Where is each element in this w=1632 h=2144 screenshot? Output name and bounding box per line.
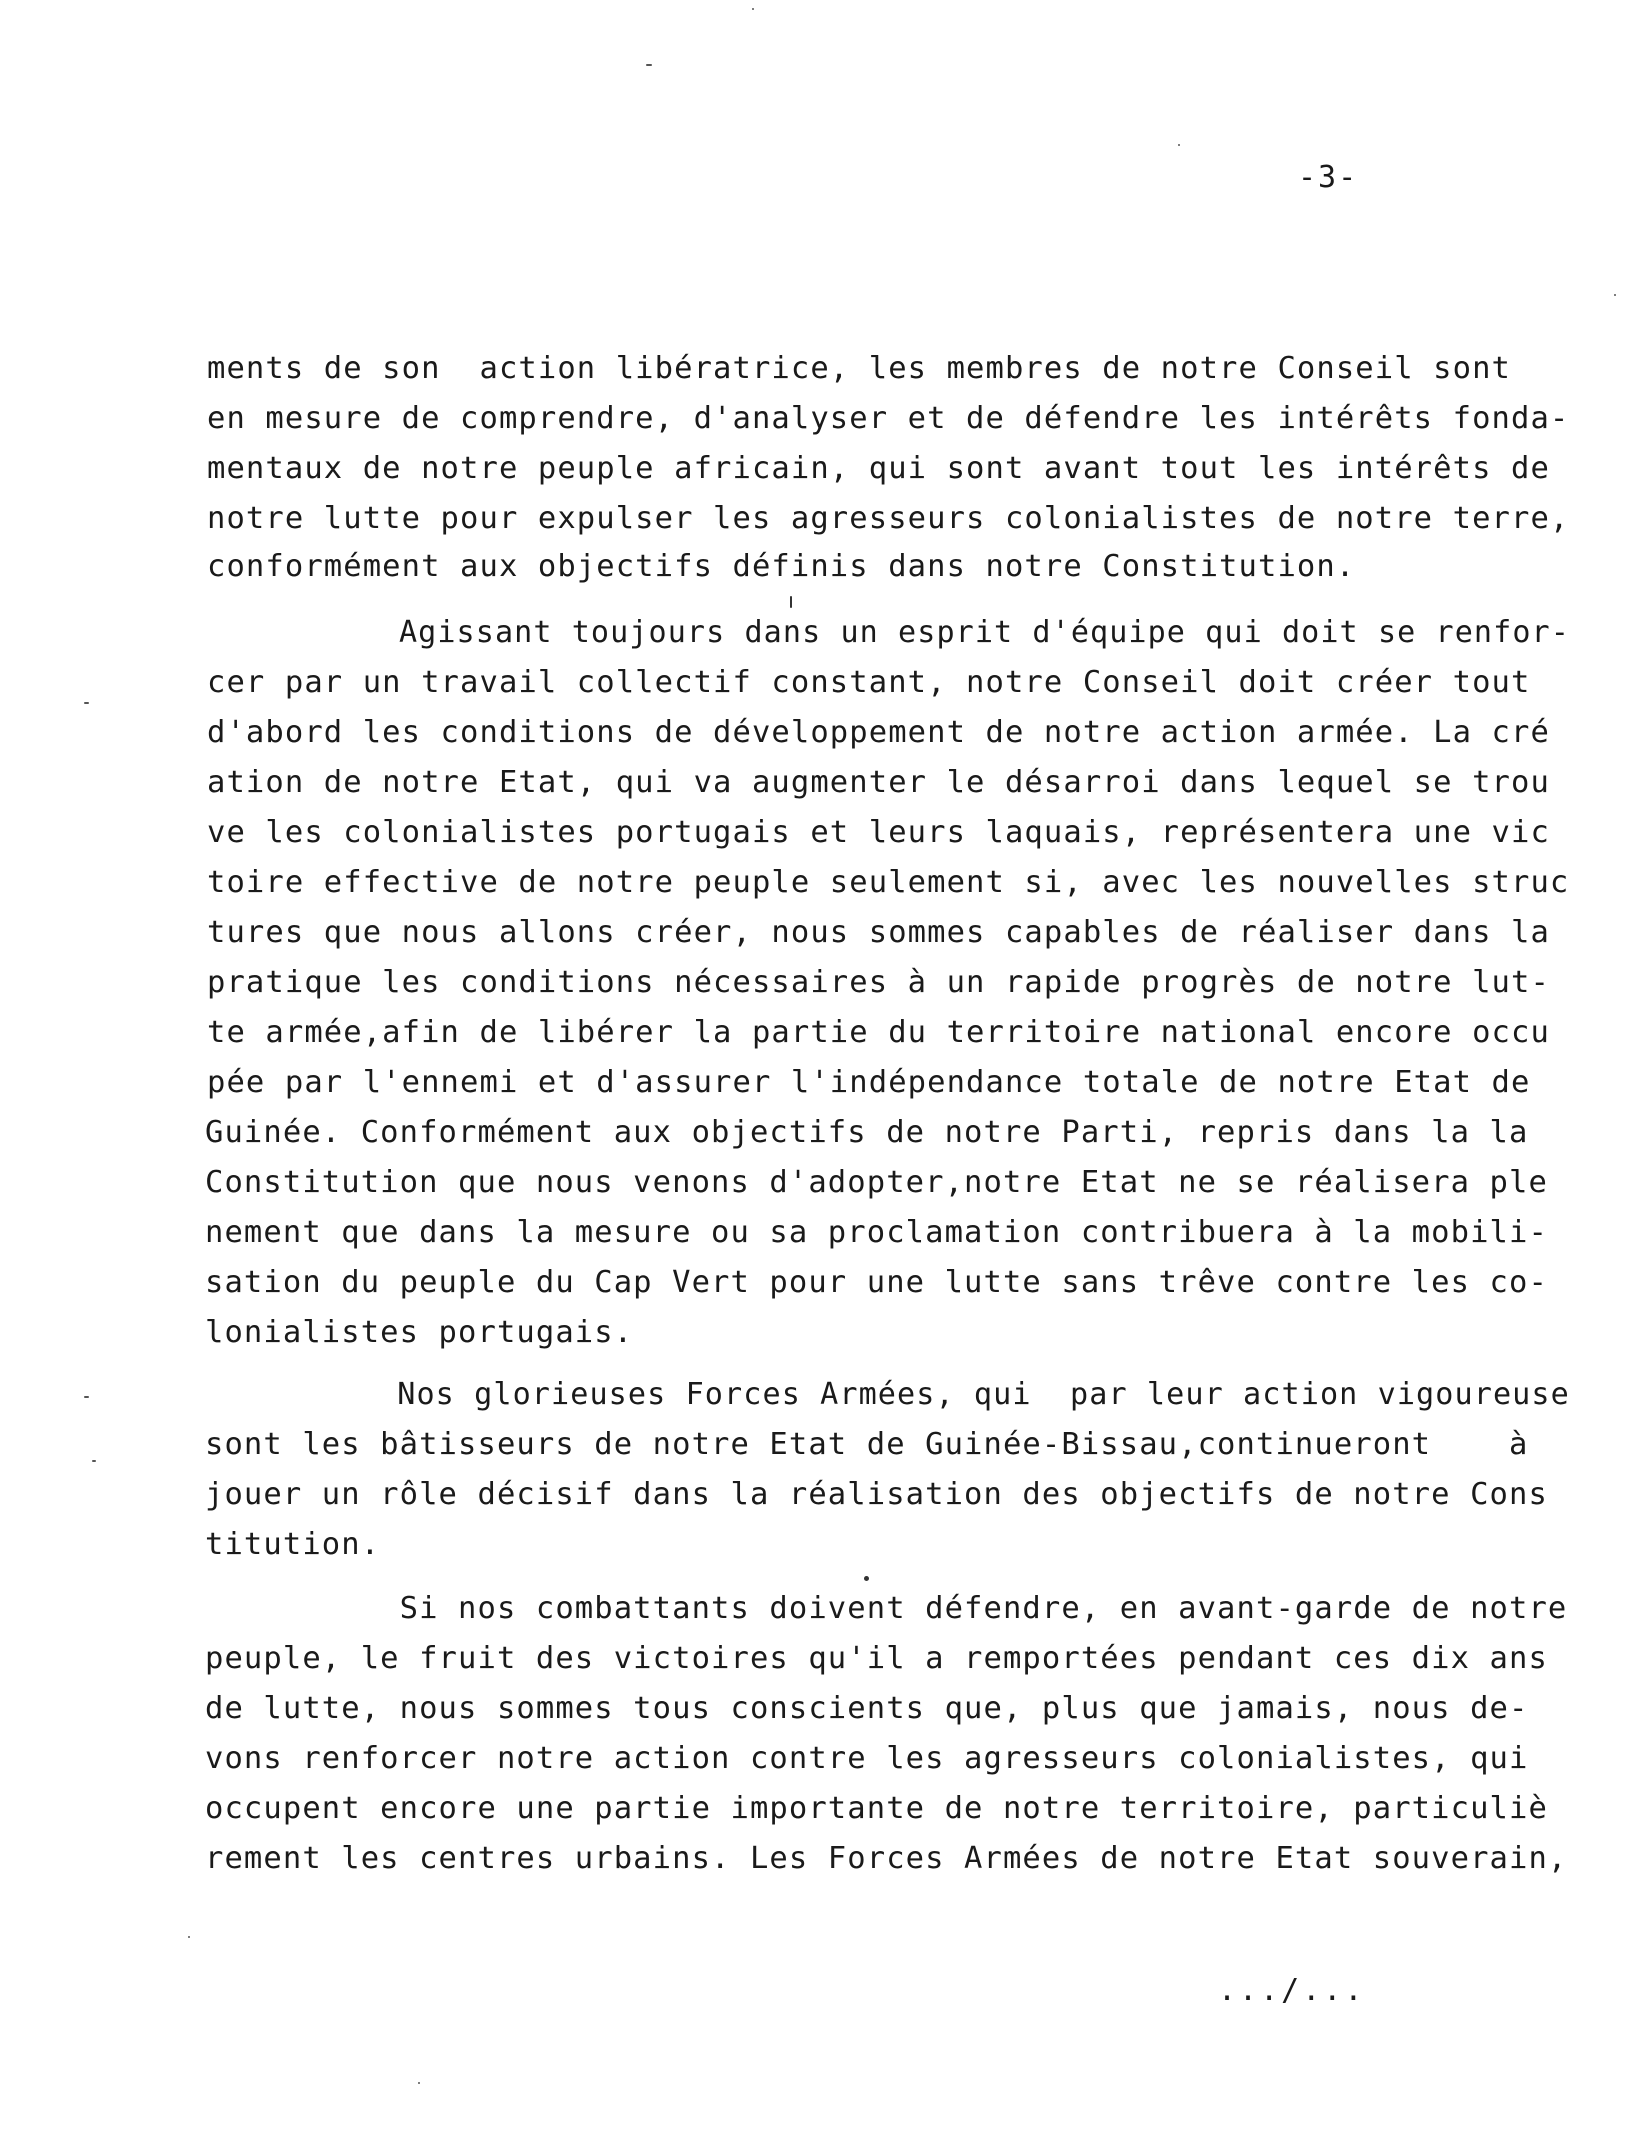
page-number: -3- <box>1298 160 1359 195</box>
scan-speck <box>1614 294 1616 296</box>
scan-speck <box>84 702 89 704</box>
scan-speck <box>790 596 792 608</box>
scan-speck <box>188 1936 190 1938</box>
scan-speck <box>92 1460 96 1462</box>
text-line: titution. <box>205 1527 381 1562</box>
text-line: ation de notre Etat, qui va augmenter le désarroi dans lequel se trou <box>207 765 1550 800</box>
text-line: Agissant toujours dans un esprit d'équipe qui doit se renfor- <box>207 615 1570 650</box>
text-line: pée par l'ennemi et d'assurer l'indépendance totale de notre Etat de <box>207 1065 1531 1100</box>
text-line: vons renforcer notre action contre les agresseurs colonialistes, qui <box>205 1741 1529 1776</box>
scan-speck <box>84 1396 89 1398</box>
text-line: cer par un travail collectif constant, notre Conseil doit créer tout <box>207 665 1531 700</box>
text-line: pratique les conditions nécessaires à un rapide progrès de notre lut- <box>207 965 1550 1000</box>
text-line: mentaux de notre peuple africain, qui sont avant tout les intérêts de <box>207 451 1550 486</box>
text-line: tures que nous allons créer, nous sommes capables de réaliser dans la <box>207 915 1550 950</box>
text-line: toire effective de notre peuple seulement si, avec les nouvelles struc <box>207 865 1570 900</box>
text-line: notre lutte pour expulser les agresseurs colonialistes de notre terre, <box>207 501 1570 536</box>
text-line: sation du peuple du Cap Vert pour une lutte sans trêve contre les co- <box>205 1265 1548 1300</box>
continuation-mark: .../... <box>1218 1973 1366 2008</box>
text-line: de lutte, nous sommes tous conscients que, plus que jamais, nous de- <box>205 1691 1529 1726</box>
scan-speck <box>1178 144 1180 146</box>
text-line: ments de son action libératrice, les membres de notre Conseil sont <box>207 351 1511 386</box>
text-line: occupent encore une partie importante de notre territoire, particuliè <box>205 1791 1548 1826</box>
text-line: jouer un rôle décisif dans la réalisation des objectifs de notre Cons <box>205 1477 1548 1512</box>
scan-speck <box>864 1576 869 1581</box>
text-line: sont les bâtisseurs de notre Etat de Guinée-Bissau,continueront à <box>205 1427 1529 1462</box>
scan-speck <box>752 8 754 10</box>
text-line: te armée,afin de libérer la partie du territoire national encore occu <box>207 1015 1550 1050</box>
scan-speck <box>418 2082 420 2084</box>
text-line: d'abord les conditions de développement de notre action armée. La cré <box>207 715 1550 750</box>
text-line: Nos glorieuses Forces Armées, qui par leur action vigoureuse <box>205 1377 1570 1412</box>
scan-speck <box>646 64 652 66</box>
text-line: conformément aux objectifs définis dans notre Constitution. <box>207 549 1356 584</box>
text-line: Si nos combattants doivent défendre, en avant-garde de notre <box>205 1591 1568 1626</box>
text-line: Constitution que nous venons d'adopter,notre Etat ne se réalisera ple <box>205 1165 1548 1200</box>
text-line: ve les colonialistes portugais et leurs laquais, représentera une vic <box>207 815 1550 850</box>
text-line: nement que dans la mesure ou sa proclamation contribuera à la mobili- <box>205 1215 1548 1250</box>
text-line: lonialistes portugais. <box>205 1315 634 1350</box>
text-line: Guinée. Conformément aux objectifs de notre Parti, repris dans la la <box>205 1115 1529 1150</box>
text-line: en mesure de comprendre, d'analyser et de défendre les intérêts fonda- <box>207 401 1570 436</box>
text-line: peuple, le fruit des victoires qu'il a remportées pendant ces dix ans <box>205 1641 1548 1676</box>
text-line: rement les centres urbains. Les Forces Armées de notre Etat souverain, <box>205 1841 1568 1876</box>
